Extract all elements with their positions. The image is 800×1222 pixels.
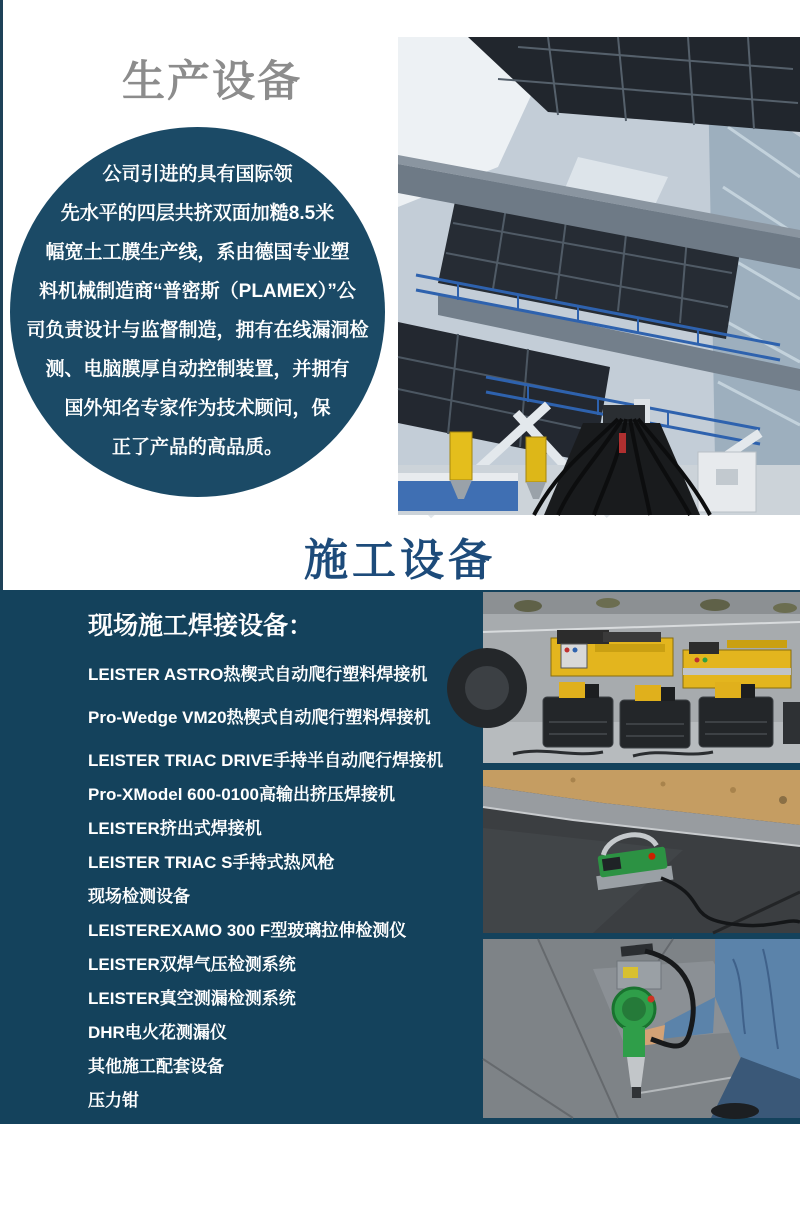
equipment-list <box>88 660 443 1213</box>
equipment-list-heading: 现场施工焊接设备： <box>88 612 314 640</box>
equipment-list-item: LEISTEREXAMO 300 F型玻璃拉伸检测仪 <box>88 921 407 940</box>
equipment-list-item: Pro-XModel 600-0100高输出挤压焊接机 <box>88 785 396 804</box>
equipment-list-item: 发电设备 <box>88 1159 156 1178</box>
equipment-list-item: Pro-Wedge VM20热楔式自动爬行塑料焊接机 <box>88 708 431 727</box>
production-line-photo <box>398 37 800 515</box>
equipment-list-block <box>88 606 443 1222</box>
production-equipment-title: 生产设备 <box>122 58 302 106</box>
welding-machines-illustration <box>483 592 800 763</box>
production-line-photo-illustration <box>398 37 800 515</box>
equipment-list-item: 其他施工配套设备 <box>88 1057 224 1076</box>
equipment-list-item: 电缆线 <box>88 1193 139 1212</box>
equipment-list-item: LEISTER挤出式焊接机 <box>88 819 262 838</box>
equipment-list-item: 压力钳 <box>88 1091 139 1110</box>
equipment-list-item: LEISTER TRIAC DRIVE手持半自动爬行焊接机 <box>88 751 444 770</box>
circle-text-line: 先水平的四层共挤双面加糙8.5米 <box>60 203 335 224</box>
extrusion-welding-illustration <box>483 939 800 1118</box>
geomembrane-welder-photo <box>483 770 800 933</box>
welding-machines-photo <box>483 592 800 763</box>
construction-equipment-title: 施工设备 <box>304 536 496 585</box>
circle-text-line: 正了产品的高品质。 <box>111 437 283 458</box>
equipment-list-item: 裁膜专业道具 <box>88 1125 190 1144</box>
equipment-list-item: LEISTER双焊气压检测系统 <box>88 955 296 974</box>
company-intro-circle <box>10 127 385 497</box>
circle-text-line: 料机械制造商“普密斯（PLAMEX）”公 <box>39 281 356 302</box>
circle-text-line: 公司引进的具有国际领 <box>102 164 293 185</box>
equipment-list-item: LEISTER TRIAC S手持式热风枪 <box>88 853 335 872</box>
circle-text-line: 幅宽土工膜生产线，系由德国专业塑 <box>45 242 350 263</box>
circle-text-line: 国外知名专家作为技术顾问，保 <box>64 398 331 419</box>
equipment-list-item: LEISTER ASTRO热楔式自动爬行塑料焊接机 <box>88 665 428 684</box>
equipment-list-item: 现场检测设备 <box>88 887 190 906</box>
geomembrane-welder-illustration <box>483 770 800 933</box>
circle-text-line: 测、电脑膜厚自动控制装置，并拥有 <box>45 359 350 380</box>
extrusion-welding-photo <box>483 939 800 1118</box>
equipment-list-item: DHR电火花测漏仪 <box>88 1023 227 1042</box>
equipment-list-item: LEISTER真空测漏检测系统 <box>88 989 296 1008</box>
circle-text-line: 司负责设计与监督制造，拥有在线漏洞检 <box>26 320 369 341</box>
